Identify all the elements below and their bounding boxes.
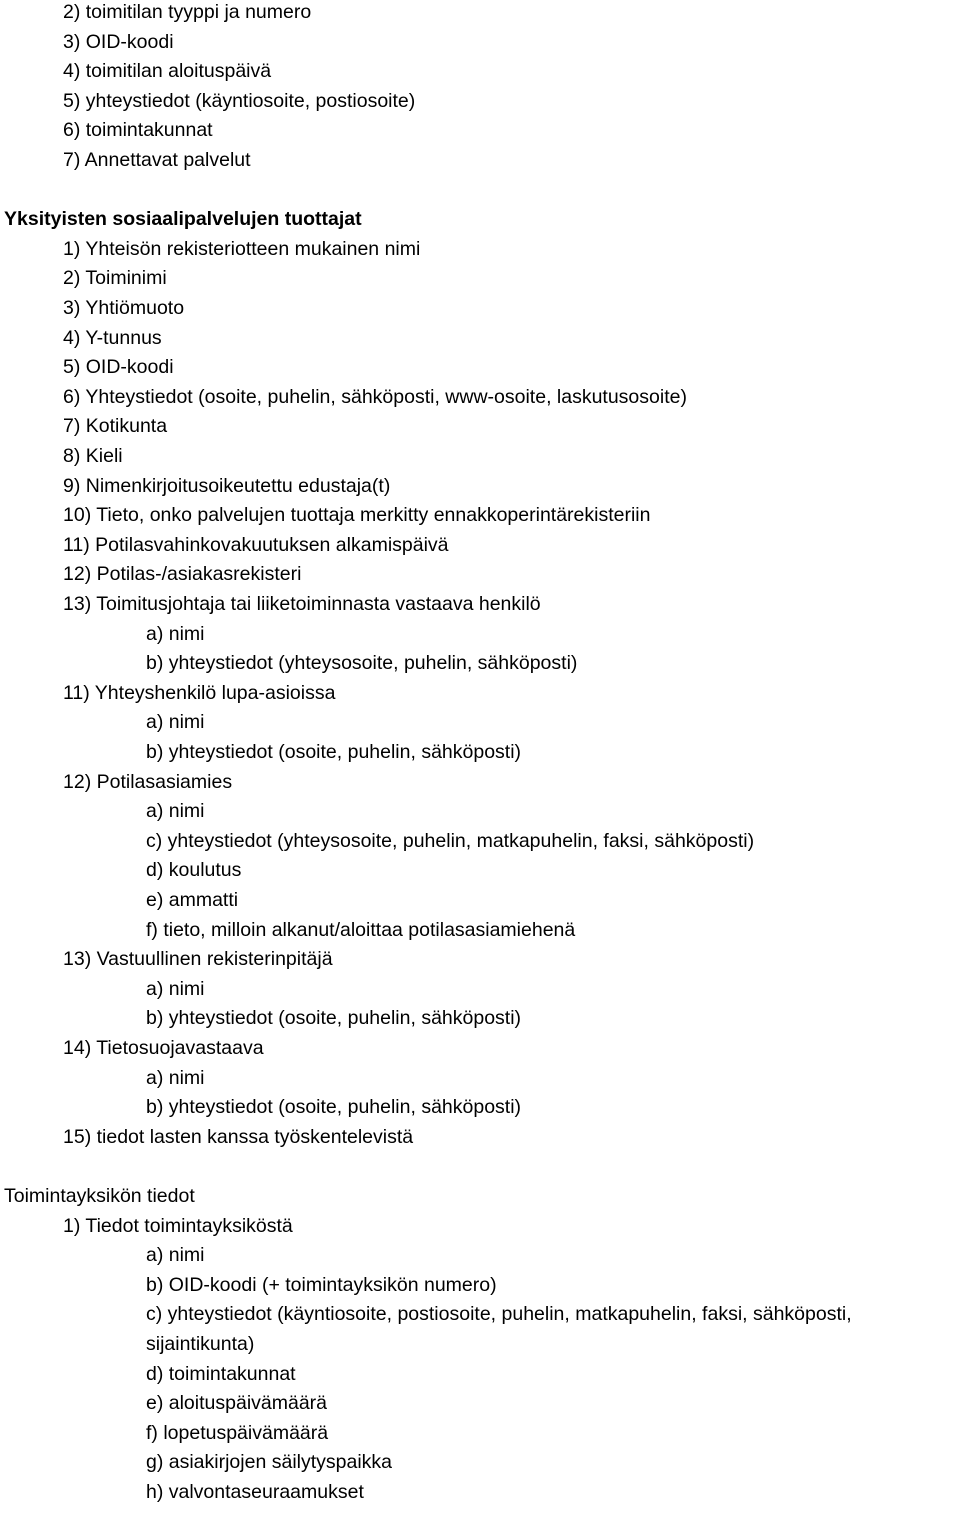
list-item: 4) toimitilan aloituspäivä <box>63 60 272 83</box>
list-item: 12) Potilasasiamies <box>63 770 233 793</box>
sub-list-item: b) yhteystiedot (osoite, puhelin, sähköposti) <box>146 1096 522 1119</box>
list-item: 6) Yhteystiedot (osoite, puhelin, sähköposti, www-osoite, laskutusosoite) <box>63 385 687 408</box>
list-item: 9) Nimenkirjoitusoikeutettu edustaja(t) <box>63 474 391 497</box>
list-item: 12) Potilas-/asiakasrekisteri <box>63 563 302 586</box>
list-item: 10) Tieto, onko palvelujen tuottaja merkitty ennakkoperintärekisteriin <box>63 504 651 527</box>
sub-list-item: b) OID-koodi (+ toimintayksikön numero) <box>146 1273 497 1296</box>
list-item: 13) Toimitusjohtaja tai liiketoiminnasta vastaava henkilö <box>63 593 541 615</box>
list-item: 7) Annettavat palvelut <box>63 149 251 171</box>
sub-list-item: a) nimi <box>146 800 205 823</box>
sub-list-item: a) nimi <box>146 711 205 734</box>
sub-list-item: c) yhteystiedot (käyntiosoite, postiosoite, puhelin, matkapuhelin, faksi, sähköposti, <box>146 1303 852 1326</box>
sub-list-item: sijaintikunta) <box>146 1333 255 1355</box>
sub-list-item: d) koulutus <box>146 859 242 882</box>
sub-list-item: b) yhteystiedot (osoite, puhelin, sähköposti) <box>146 741 522 763</box>
list-item: 11) Potilasvahinkovakuutuksen alkamispäivä <box>63 533 449 556</box>
list-item: 14) Tietosuojavastaava <box>63 1037 264 1059</box>
sub-list-item: c) yhteystiedot (yhteysosoite, puhelin, matkapuhelin, faksi, sähköposti) <box>146 829 755 852</box>
sub-list-item: a) nimi <box>146 622 205 645</box>
sub-list-item: a) nimi <box>146 1244 205 1267</box>
sub-list-item: a) nimi <box>146 1066 205 1089</box>
sub-list-item: e) ammatti <box>146 889 239 911</box>
list-item: 2) toimitilan tyyppi ja numero <box>63 1 312 23</box>
sub-list-item: b) yhteystiedot (yhteysosoite, puhelin, sähköposti) <box>146 652 578 675</box>
sub-list-item: b) yhteystiedot (osoite, puhelin, sähköposti) <box>146 1007 522 1030</box>
list-item: 11) Yhteyshenkilö lupa-asioissa <box>63 681 336 704</box>
sub-list-item: h) valvontaseuraamukset <box>146 1481 364 1503</box>
list-item: 3) OID-koodi <box>63 30 174 53</box>
list-item: 5) yhteystiedot (käyntiosoite, postiosoite) <box>63 89 416 112</box>
section-heading: Yksityisten sosiaalipalvelujen tuottajat <box>4 208 362 231</box>
sub-list-item: d) toimintakunnat <box>146 1362 296 1385</box>
list-item: 4) Y-tunnus <box>63 326 162 349</box>
list-item: 5) OID-koodi <box>63 356 174 379</box>
sub-list-item: g) asiakirjojen säilytyspaikka <box>146 1451 393 1474</box>
sub-list-item: e) aloituspäivämäärä <box>146 1392 328 1415</box>
sub-list-item: f) tieto, milloin alkanut/aloittaa potilasasiamiehenä <box>146 918 576 941</box>
list-item: 1) Yhteisön rekisteriotteen mukainen nimi <box>63 237 421 260</box>
list-item: 3) Yhtiömuoto <box>63 297 185 319</box>
list-item: 15) tiedot lasten kanssa työskentelevistä <box>63 1125 414 1148</box>
list-item: 2) Toiminimi <box>63 267 167 290</box>
list-item: 8) Kieli <box>63 445 123 467</box>
list-item: 1) Tiedot toimintayksiköstä <box>63 1214 293 1237</box>
list-item: 7) Kotikunta <box>63 415 168 438</box>
list-item: 13) Vastuullinen rekisterinpitäjä <box>63 948 333 971</box>
list-item: 6) toimintakunnat <box>63 119 213 142</box>
section-heading: Toimintayksikön tiedot <box>4 1185 195 1207</box>
sub-list-item: a) nimi <box>146 977 205 1000</box>
sub-list-item: f) lopetuspäivämäärä <box>146 1421 329 1444</box>
